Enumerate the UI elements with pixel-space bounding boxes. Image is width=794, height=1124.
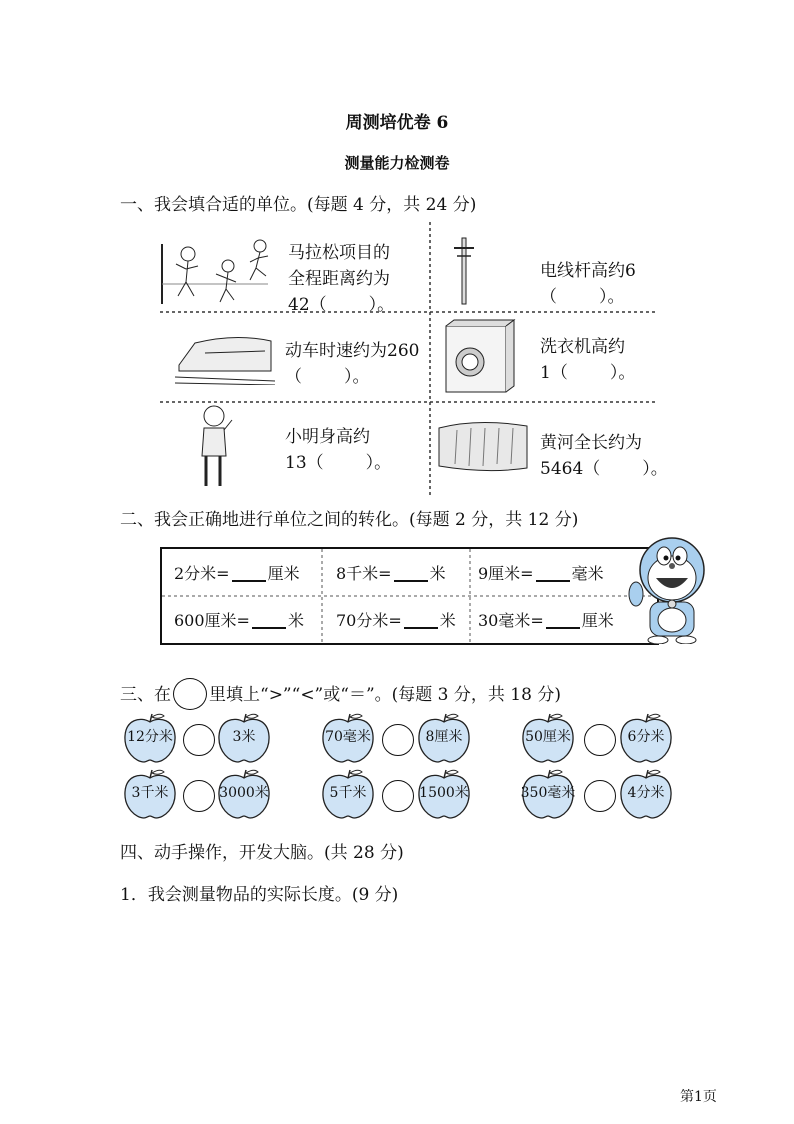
page-number: 第1页 xyxy=(680,1089,717,1105)
answer-blank[interactable] xyxy=(394,564,428,582)
apple-value: 70毫米 xyxy=(320,712,376,764)
boy-illustration xyxy=(192,404,238,490)
compare-circle[interactable] xyxy=(584,724,616,756)
conversion-table xyxy=(160,547,659,645)
apple-value: 3000米 xyxy=(216,768,272,820)
utility-pole-illustration xyxy=(452,236,476,306)
runners-illustration xyxy=(158,234,276,306)
section4-heading: 四、动手操作，开发大脑。(共 28 分) xyxy=(120,843,404,863)
item5-text: 小明身高约 13（ ）。 xyxy=(285,427,392,473)
apple-value: 6分米 xyxy=(618,712,674,764)
compare-circle[interactable] xyxy=(183,780,215,812)
circle-symbol-icon xyxy=(173,678,207,710)
apple-value: 3米 xyxy=(216,712,272,764)
bullet-train-illustration xyxy=(175,325,275,385)
compare-circle[interactable] xyxy=(382,724,414,756)
apple-value: 1500米 xyxy=(416,768,472,820)
apple-value: 5千米 xyxy=(320,768,376,820)
page-title: 周测培优卷 6 xyxy=(345,113,449,133)
washing-machine-illustration xyxy=(440,318,520,396)
apple-value: 50厘米 xyxy=(520,712,576,764)
answer-blank[interactable] xyxy=(252,611,286,629)
item4-text: 洗衣机高约 1（ ）。 xyxy=(540,337,636,383)
conversion-item: 30毫米= 厘米 xyxy=(478,611,614,630)
item2-text: 电线杆高约6 （ ）。 xyxy=(540,261,636,307)
conversion-item: 600厘米= 米 xyxy=(174,611,304,630)
apple-value: 350毫米 xyxy=(520,768,576,820)
apple-value: 4分米 xyxy=(618,768,674,820)
answer-blank[interactable] xyxy=(536,564,570,582)
compare-circle[interactable] xyxy=(584,780,616,812)
question-4-1: 1．我会测量物品的实际长度。(9 分) xyxy=(120,885,399,905)
answer-blank[interactable] xyxy=(546,611,580,629)
waterfall-illustration xyxy=(437,418,529,474)
section3-heading: 三、在 里填上“>”“<”或“＝”。(每题 3 分，共 18 分) xyxy=(120,678,561,710)
conversion-item: 9厘米= 毫米 xyxy=(478,564,604,583)
conversion-item: 8千米= 米 xyxy=(336,564,446,583)
compare-circle[interactable] xyxy=(183,724,215,756)
answer-blank[interactable] xyxy=(232,564,266,582)
conversion-item: 70分米= 米 xyxy=(336,611,456,630)
item3-text: 动车时速约为260 （ ）。 xyxy=(285,341,420,387)
conversion-item: 2分米= 厘米 xyxy=(174,564,300,583)
section2-heading: 二、我会正确地进行单位之间的转化。(每题 2 分，共 12 分) xyxy=(120,510,579,530)
compare-circle[interactable] xyxy=(382,780,414,812)
apple-value: 12分米 xyxy=(122,712,178,764)
section1-heading: 一、我会填合适的单位。(每题 4 分，共 24 分) xyxy=(120,195,477,215)
answer-blank[interactable] xyxy=(404,611,438,629)
apple-value: 8厘米 xyxy=(416,712,472,764)
apple-value: 3千米 xyxy=(122,768,178,820)
item1-text: 马拉松项目的 全程距离约为 42（ ）。 xyxy=(288,243,395,315)
robot-cat-mascot-icon xyxy=(628,536,708,644)
page-subtitle: 测量能力检测卷 xyxy=(344,154,450,172)
item6-text: 黄河全长约为 5464（ ）。 xyxy=(540,433,668,479)
